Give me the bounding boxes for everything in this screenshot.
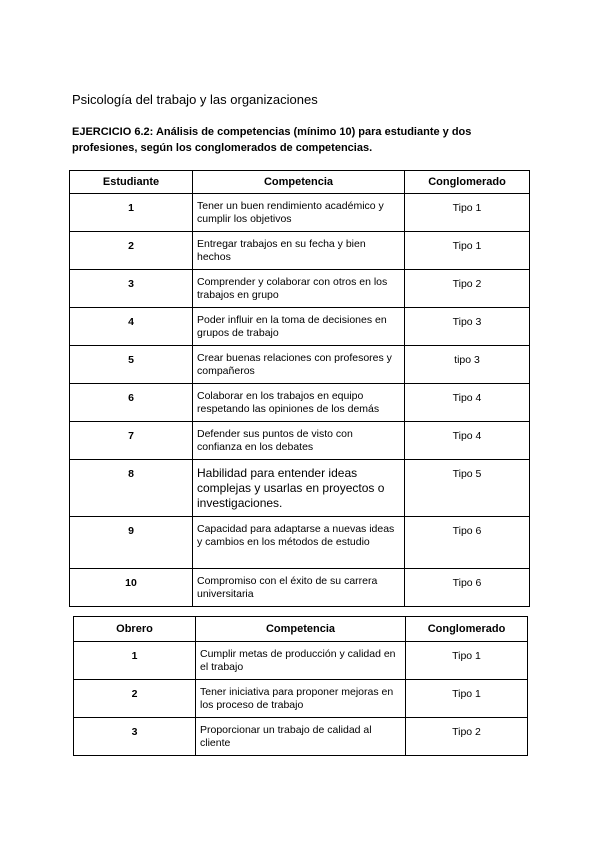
page-title: Psicología del trabajo y las organizaciones — [72, 92, 318, 107]
cluster-cell: tipo 3 — [405, 346, 530, 384]
table-row — [70, 270, 530, 308]
exercise-label: EJERCICIO 6.2: — [72, 126, 154, 138]
column-header-competencia: Competencia — [196, 617, 406, 642]
row-number: 2 — [74, 680, 196, 718]
table-row — [70, 517, 530, 569]
table-row — [74, 642, 528, 680]
row-number: 3 — [70, 270, 193, 308]
competency-cell: Compromiso con el éxito de su carrera universitaria — [193, 569, 405, 607]
student-competencies-table — [69, 170, 530, 607]
cluster-cell: Tipo 1 — [405, 232, 530, 270]
row-number: 2 — [70, 232, 193, 270]
table-row — [70, 194, 530, 232]
cluster-cell: Tipo 1 — [406, 642, 528, 680]
cluster-cell: Tipo 4 — [405, 422, 530, 460]
competency-cell: Proporcionar un trabajo de calidad al cliente — [196, 718, 406, 756]
cluster-cell: Tipo 6 — [405, 569, 530, 607]
competency-cell: Tener un buen rendimiento académico y cumplir los objetivos — [193, 194, 405, 232]
row-number: 5 — [70, 346, 193, 384]
table-row — [70, 460, 530, 517]
row-number: 3 — [74, 718, 196, 756]
cluster-cell: Tipo 1 — [405, 194, 530, 232]
competency-cell: Capacidad para adaptarse a nuevas ideas y cambios en los métodos de estudio — [193, 517, 405, 569]
table-row — [74, 680, 528, 718]
row-number: 1 — [70, 194, 193, 232]
row-number: 9 — [70, 517, 193, 569]
row-number: 1 — [74, 642, 196, 680]
exercise-text: Análisis de competencias (mínimo 10) para estudiante y dos profesiones, según los conglomerados de competencias. — [72, 126, 472, 154]
row-number: 8 — [70, 460, 193, 517]
column-header-obrero: Obrero — [74, 617, 196, 642]
cluster-cell: Tipo 4 — [405, 384, 530, 422]
cluster-cell: Tipo 1 — [406, 680, 528, 718]
row-number: 10 — [70, 569, 193, 607]
competency-cell: Poder influir en la toma de decisiones en grupos de trabajo — [193, 308, 405, 346]
cluster-cell: Tipo 2 — [406, 718, 528, 756]
row-number: 6 — [70, 384, 193, 422]
competency-cell: Comprender y colaborar con otros en los trabajos en grupo — [193, 270, 405, 308]
table-row — [70, 346, 530, 384]
cluster-cell: Tipo 2 — [405, 270, 530, 308]
competency-cell: Colaborar en los trabajos en equipo respetando las opiniones de los demás — [193, 384, 405, 422]
table-row — [70, 422, 530, 460]
competency-cell: Tener iniciativa para proponer mejoras en los proceso de trabajo — [196, 680, 406, 718]
cluster-cell: Tipo 5 — [405, 460, 530, 517]
cluster-cell: Tipo 6 — [405, 517, 530, 569]
column-header-conglomerado: Conglomerado — [406, 617, 528, 642]
column-header-conglomerado: Conglomerado — [405, 171, 530, 194]
competency-cell: Defender sus puntos de visto con confianza en los debates — [193, 422, 405, 460]
column-header-estudiante: Estudiante — [70, 171, 193, 194]
table-header-row — [74, 617, 528, 642]
worker-competencies-table — [73, 616, 528, 756]
table-row — [74, 718, 528, 756]
table-row — [70, 308, 530, 346]
column-header-competencia: Competencia — [193, 171, 405, 194]
table-row — [70, 384, 530, 422]
competency-cell: Crear buenas relaciones con profesores y compañeros — [193, 346, 405, 384]
table-row — [70, 232, 530, 270]
row-number: 7 — [70, 422, 193, 460]
cluster-cell: Tipo 3 — [405, 308, 530, 346]
table-row — [70, 569, 530, 607]
competency-cell: Habilidad para entender ideas complejas y usarlas en proyectos o investigaciones. — [193, 460, 405, 517]
exercise-statement — [72, 124, 512, 156]
row-number: 4 — [70, 308, 193, 346]
competency-cell: Entregar trabajos en su fecha y bien hechos — [193, 232, 405, 270]
table-header-row — [70, 171, 530, 194]
competency-cell: Cumplir metas de producción y calidad en el trabajo — [196, 642, 406, 680]
